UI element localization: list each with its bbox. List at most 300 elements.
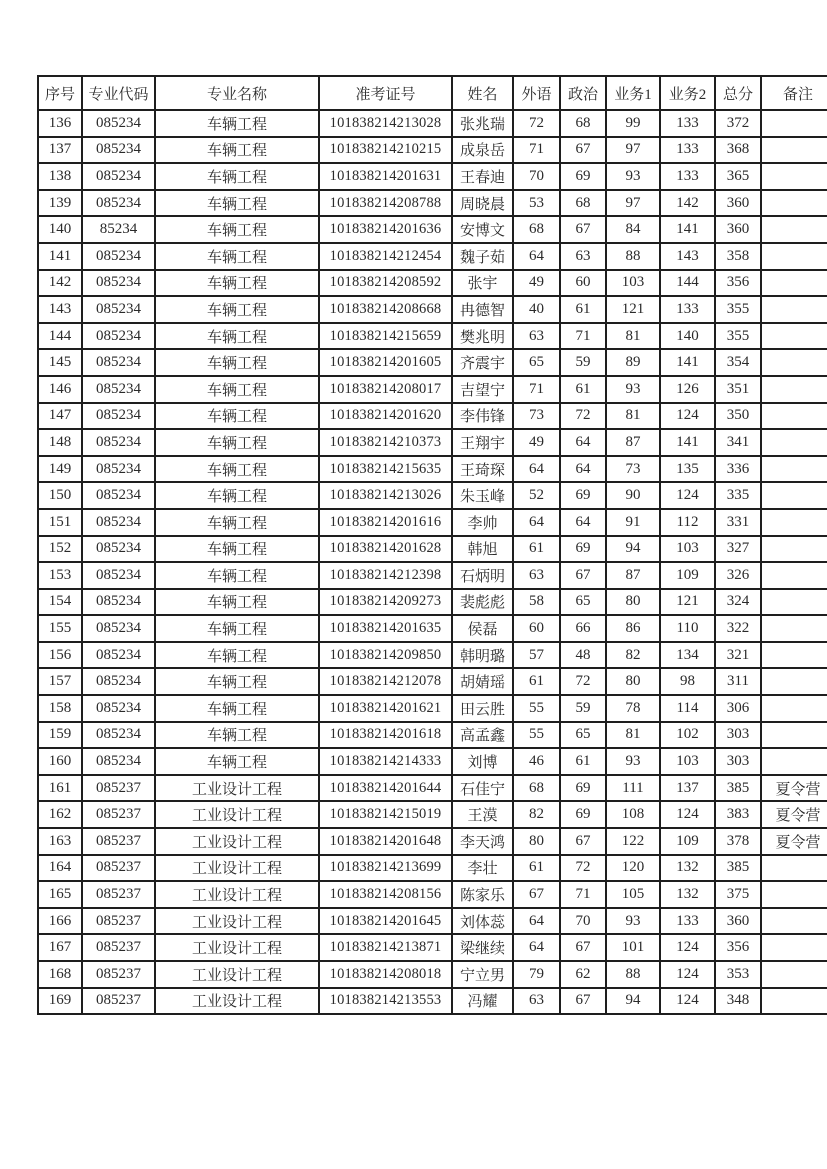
cell-note xyxy=(761,403,827,430)
cell-biz1: 90 xyxy=(606,482,660,509)
cell-major: 车辆工程 xyxy=(155,642,319,669)
cell-politics: 61 xyxy=(560,376,606,403)
cell-biz1: 93 xyxy=(606,163,660,190)
cell-foreign: 46 xyxy=(513,748,560,775)
cell-total: 360 xyxy=(715,908,761,935)
cell-foreign: 49 xyxy=(513,429,560,456)
cell-biz1: 82 xyxy=(606,642,660,669)
cell-note xyxy=(761,163,827,190)
cell-total: 385 xyxy=(715,775,761,802)
cell-seq: 150 xyxy=(38,482,82,509)
cell-seq: 142 xyxy=(38,270,82,297)
table-row xyxy=(38,908,827,935)
cell-biz2: 121 xyxy=(660,589,715,616)
table-row xyxy=(38,589,827,616)
table-row xyxy=(38,562,827,589)
cell-biz1: 93 xyxy=(606,748,660,775)
cell-total: 303 xyxy=(715,722,761,749)
cell-name: 胡婧瑶 xyxy=(452,668,513,695)
cell-total: 360 xyxy=(715,190,761,217)
cell-biz1: 81 xyxy=(606,403,660,430)
cell-biz2: 124 xyxy=(660,988,715,1015)
cell-major: 车辆工程 xyxy=(155,137,319,164)
cell-name: 王漠 xyxy=(452,801,513,828)
cell-note xyxy=(761,536,827,563)
cell-name: 田云胜 xyxy=(452,695,513,722)
cell-biz2: 110 xyxy=(660,615,715,642)
cell-note xyxy=(761,137,827,164)
cell-note xyxy=(761,934,827,961)
cell-foreign: 70 xyxy=(513,163,560,190)
cell-total: 324 xyxy=(715,589,761,616)
cell-major: 车辆工程 xyxy=(155,163,319,190)
cell-note xyxy=(761,376,827,403)
cell-major: 车辆工程 xyxy=(155,748,319,775)
cell-major: 工业设计工程 xyxy=(155,988,319,1015)
cell-foreign: 49 xyxy=(513,270,560,297)
cell-note xyxy=(761,642,827,669)
cell-name: 李伟锋 xyxy=(452,403,513,430)
cell-politics: 48 xyxy=(560,642,606,669)
column-header-major: 专业名称 xyxy=(155,76,319,110)
cell-seq: 141 xyxy=(38,243,82,270)
cell-code: 085237 xyxy=(82,775,155,802)
cell-ticket: 101838214208592 xyxy=(319,270,452,297)
cell-biz1: 81 xyxy=(606,722,660,749)
cell-foreign: 61 xyxy=(513,536,560,563)
cell-politics: 71 xyxy=(560,881,606,908)
cell-biz2: 137 xyxy=(660,775,715,802)
cell-name: 王春迪 xyxy=(452,163,513,190)
table-row xyxy=(38,376,827,403)
cell-seq: 137 xyxy=(38,137,82,164)
column-header-note: 备注 xyxy=(761,76,827,110)
table-row xyxy=(38,775,827,802)
cell-foreign: 53 xyxy=(513,190,560,217)
cell-code: 085234 xyxy=(82,536,155,563)
cell-seq: 169 xyxy=(38,988,82,1015)
cell-biz1: 87 xyxy=(606,429,660,456)
cell-total: 358 xyxy=(715,243,761,270)
cell-major: 车辆工程 xyxy=(155,695,319,722)
cell-major: 车辆工程 xyxy=(155,403,319,430)
cell-note: 夏令营 xyxy=(761,801,827,828)
cell-total: 306 xyxy=(715,695,761,722)
cell-foreign: 61 xyxy=(513,668,560,695)
cell-seq: 147 xyxy=(38,403,82,430)
cell-ticket: 101838214215019 xyxy=(319,801,452,828)
cell-code: 085234 xyxy=(82,509,155,536)
cell-foreign: 65 xyxy=(513,349,560,376)
cell-biz1: 81 xyxy=(606,323,660,350)
cell-foreign: 73 xyxy=(513,403,560,430)
cell-ticket: 101838214209273 xyxy=(319,589,452,616)
column-header-total: 总分 xyxy=(715,76,761,110)
cell-name: 梁继续 xyxy=(452,934,513,961)
table-body xyxy=(38,110,827,1014)
cell-biz2: 133 xyxy=(660,137,715,164)
cell-total: 365 xyxy=(715,163,761,190)
cell-name: 石佳宁 xyxy=(452,775,513,802)
cell-seq: 144 xyxy=(38,323,82,350)
cell-note xyxy=(761,216,827,243)
cell-politics: 67 xyxy=(560,216,606,243)
cell-name: 魏子茹 xyxy=(452,243,513,270)
cell-politics: 69 xyxy=(560,163,606,190)
table-row xyxy=(38,988,827,1015)
cell-major: 车辆工程 xyxy=(155,110,319,137)
table-row xyxy=(38,668,827,695)
cell-biz1: 111 xyxy=(606,775,660,802)
cell-code: 085234 xyxy=(82,137,155,164)
cell-politics: 65 xyxy=(560,722,606,749)
cell-biz1: 80 xyxy=(606,668,660,695)
cell-note xyxy=(761,695,827,722)
cell-foreign: 68 xyxy=(513,216,560,243)
cell-major: 工业设计工程 xyxy=(155,961,319,988)
column-header-seq: 序号 xyxy=(38,76,82,110)
cell-total: 355 xyxy=(715,323,761,350)
cell-code: 085234 xyxy=(82,429,155,456)
cell-total: 372 xyxy=(715,110,761,137)
cell-total: 327 xyxy=(715,536,761,563)
cell-code: 085237 xyxy=(82,988,155,1015)
cell-biz1: 87 xyxy=(606,562,660,589)
cell-ticket: 101838214213553 xyxy=(319,988,452,1015)
cell-foreign: 64 xyxy=(513,934,560,961)
cell-code: 085234 xyxy=(82,163,155,190)
cell-biz1: 93 xyxy=(606,376,660,403)
cell-major: 车辆工程 xyxy=(155,615,319,642)
cell-note xyxy=(761,748,827,775)
cell-major: 车辆工程 xyxy=(155,190,319,217)
table-row xyxy=(38,296,827,323)
cell-biz2: 133 xyxy=(660,296,715,323)
cell-biz1: 97 xyxy=(606,190,660,217)
table-row xyxy=(38,323,827,350)
cell-ticket: 101838214201618 xyxy=(319,722,452,749)
table-row xyxy=(38,615,827,642)
cell-name: 吉望宁 xyxy=(452,376,513,403)
cell-seq: 139 xyxy=(38,190,82,217)
cell-major: 车辆工程 xyxy=(155,482,319,509)
cell-foreign: 61 xyxy=(513,855,560,882)
cell-ticket: 101838214213699 xyxy=(319,855,452,882)
cell-name: 王翔宇 xyxy=(452,429,513,456)
table-row xyxy=(38,722,827,749)
cell-total: 303 xyxy=(715,748,761,775)
cell-total: 341 xyxy=(715,429,761,456)
cell-politics: 67 xyxy=(560,988,606,1015)
cell-biz2: 109 xyxy=(660,828,715,855)
table-row xyxy=(38,429,827,456)
cell-biz1: 78 xyxy=(606,695,660,722)
cell-ticket: 101838214212078 xyxy=(319,668,452,695)
cell-seq: 157 xyxy=(38,668,82,695)
cell-name: 齐震宇 xyxy=(452,349,513,376)
table-row xyxy=(38,642,827,669)
cell-major: 车辆工程 xyxy=(155,296,319,323)
cell-biz1: 73 xyxy=(606,456,660,483)
cell-biz2: 124 xyxy=(660,801,715,828)
cell-total: 331 xyxy=(715,509,761,536)
cell-biz2: 103 xyxy=(660,748,715,775)
cell-ticket: 101838214201635 xyxy=(319,615,452,642)
cell-code: 085237 xyxy=(82,855,155,882)
table-row xyxy=(38,855,827,882)
cell-biz2: 124 xyxy=(660,934,715,961)
cell-politics: 61 xyxy=(560,296,606,323)
table-row xyxy=(38,828,827,855)
cell-seq: 148 xyxy=(38,429,82,456)
cell-ticket: 101838214201645 xyxy=(319,908,452,935)
cell-biz2: 124 xyxy=(660,403,715,430)
cell-ticket: 101838214212398 xyxy=(319,562,452,589)
cell-foreign: 63 xyxy=(513,562,560,589)
cell-total: 378 xyxy=(715,828,761,855)
cell-politics: 64 xyxy=(560,429,606,456)
cell-biz2: 135 xyxy=(660,456,715,483)
cell-politics: 67 xyxy=(560,934,606,961)
cell-politics: 69 xyxy=(560,801,606,828)
table-row xyxy=(38,403,827,430)
cell-code: 085234 xyxy=(82,270,155,297)
cell-seq: 163 xyxy=(38,828,82,855)
cell-name: 陈家乐 xyxy=(452,881,513,908)
cell-seq: 166 xyxy=(38,908,82,935)
cell-biz2: 114 xyxy=(660,695,715,722)
cell-biz1: 93 xyxy=(606,908,660,935)
cell-note xyxy=(761,881,827,908)
table-row xyxy=(38,482,827,509)
cell-major: 车辆工程 xyxy=(155,668,319,695)
cell-code: 085237 xyxy=(82,801,155,828)
cell-major: 车辆工程 xyxy=(155,323,319,350)
cell-total: 321 xyxy=(715,642,761,669)
cell-ticket: 101838214201605 xyxy=(319,349,452,376)
cell-name: 韩旭 xyxy=(452,536,513,563)
cell-name: 冉德智 xyxy=(452,296,513,323)
cell-major: 车辆工程 xyxy=(155,562,319,589)
cell-note xyxy=(761,562,827,589)
table-row xyxy=(38,243,827,270)
table-row xyxy=(38,509,827,536)
cell-politics: 67 xyxy=(560,828,606,855)
cell-code: 085234 xyxy=(82,110,155,137)
table-row xyxy=(38,536,827,563)
cell-biz2: 144 xyxy=(660,270,715,297)
cell-seq: 136 xyxy=(38,110,82,137)
column-header-biz2: 业务2 xyxy=(660,76,715,110)
cell-major: 工业设计工程 xyxy=(155,908,319,935)
cell-foreign: 63 xyxy=(513,323,560,350)
cell-code: 085234 xyxy=(82,349,155,376)
cell-biz2: 102 xyxy=(660,722,715,749)
column-header-name: 姓名 xyxy=(452,76,513,110)
header-row xyxy=(38,76,827,110)
column-header-politics: 政治 xyxy=(560,76,606,110)
cell-politics: 62 xyxy=(560,961,606,988)
cell-ticket: 101838214201628 xyxy=(319,536,452,563)
cell-major: 车辆工程 xyxy=(155,429,319,456)
cell-major: 车辆工程 xyxy=(155,270,319,297)
score-table xyxy=(37,75,827,1015)
cell-foreign: 60 xyxy=(513,615,560,642)
cell-politics: 72 xyxy=(560,403,606,430)
cell-seq: 149 xyxy=(38,456,82,483)
cell-major: 车辆工程 xyxy=(155,722,319,749)
cell-total: 360 xyxy=(715,216,761,243)
cell-foreign: 63 xyxy=(513,988,560,1015)
cell-politics: 72 xyxy=(560,855,606,882)
cell-code: 085237 xyxy=(82,881,155,908)
cell-seq: 140 xyxy=(38,216,82,243)
cell-ticket: 101838214213871 xyxy=(319,934,452,961)
cell-biz2: 132 xyxy=(660,855,715,882)
cell-foreign: 57 xyxy=(513,642,560,669)
column-header-biz1: 业务1 xyxy=(606,76,660,110)
cell-seq: 146 xyxy=(38,376,82,403)
cell-major: 工业设计工程 xyxy=(155,775,319,802)
cell-name: 刘博 xyxy=(452,748,513,775)
cell-politics: 69 xyxy=(560,775,606,802)
cell-note: 夏令营 xyxy=(761,828,827,855)
cell-biz2: 141 xyxy=(660,429,715,456)
cell-foreign: 71 xyxy=(513,137,560,164)
cell-foreign: 52 xyxy=(513,482,560,509)
cell-major: 工业设计工程 xyxy=(155,881,319,908)
cell-politics: 71 xyxy=(560,323,606,350)
cell-seq: 151 xyxy=(38,509,82,536)
table-row xyxy=(38,270,827,297)
cell-ticket: 101838214201631 xyxy=(319,163,452,190)
cell-foreign: 72 xyxy=(513,110,560,137)
cell-code: 085234 xyxy=(82,403,155,430)
cell-name: 宁立男 xyxy=(452,961,513,988)
cell-name: 安博文 xyxy=(452,216,513,243)
cell-ticket: 101838214208788 xyxy=(319,190,452,217)
cell-code: 085234 xyxy=(82,589,155,616)
cell-politics: 64 xyxy=(560,509,606,536)
cell-biz1: 99 xyxy=(606,110,660,137)
cell-biz2: 124 xyxy=(660,482,715,509)
cell-seq: 155 xyxy=(38,615,82,642)
cell-politics: 67 xyxy=(560,137,606,164)
cell-ticket: 101838214208668 xyxy=(319,296,452,323)
cell-code: 085234 xyxy=(82,296,155,323)
cell-biz1: 80 xyxy=(606,589,660,616)
cell-total: 311 xyxy=(715,668,761,695)
cell-note xyxy=(761,110,827,137)
table-row xyxy=(38,961,827,988)
cell-foreign: 64 xyxy=(513,243,560,270)
cell-major: 车辆工程 xyxy=(155,243,319,270)
cell-biz2: 98 xyxy=(660,668,715,695)
cell-biz1: 120 xyxy=(606,855,660,882)
cell-code: 085234 xyxy=(82,482,155,509)
cell-major: 车辆工程 xyxy=(155,376,319,403)
cell-name: 李天鸿 xyxy=(452,828,513,855)
cell-name: 侯磊 xyxy=(452,615,513,642)
cell-note xyxy=(761,270,827,297)
cell-name: 周晓晨 xyxy=(452,190,513,217)
cell-biz2: 133 xyxy=(660,908,715,935)
cell-name: 张宇 xyxy=(452,270,513,297)
cell-foreign: 64 xyxy=(513,908,560,935)
cell-biz1: 84 xyxy=(606,216,660,243)
table-row xyxy=(38,748,827,775)
cell-foreign: 64 xyxy=(513,456,560,483)
cell-note xyxy=(761,429,827,456)
table-row xyxy=(38,695,827,722)
column-header-ticket: 准考证号 xyxy=(319,76,452,110)
cell-ticket: 101838214215659 xyxy=(319,323,452,350)
cell-seq: 138 xyxy=(38,163,82,190)
cell-note xyxy=(761,908,827,935)
cell-biz1: 88 xyxy=(606,243,660,270)
cell-name: 朱玉峰 xyxy=(452,482,513,509)
cell-total: 385 xyxy=(715,855,761,882)
cell-ticket: 101838214215635 xyxy=(319,456,452,483)
cell-name: 李帅 xyxy=(452,509,513,536)
cell-biz1: 94 xyxy=(606,988,660,1015)
cell-code: 85234 xyxy=(82,216,155,243)
cell-total: 356 xyxy=(715,270,761,297)
cell-biz2: 142 xyxy=(660,190,715,217)
cell-code: 085234 xyxy=(82,562,155,589)
cell-biz1: 91 xyxy=(606,509,660,536)
cell-biz2: 112 xyxy=(660,509,715,536)
cell-politics: 59 xyxy=(560,349,606,376)
cell-foreign: 71 xyxy=(513,376,560,403)
cell-politics: 65 xyxy=(560,589,606,616)
cell-ticket: 101838214208156 xyxy=(319,881,452,908)
cell-biz1: 94 xyxy=(606,536,660,563)
cell-total: 383 xyxy=(715,801,761,828)
cell-biz1: 89 xyxy=(606,349,660,376)
cell-total: 350 xyxy=(715,403,761,430)
cell-code: 085234 xyxy=(82,376,155,403)
cell-code: 085234 xyxy=(82,695,155,722)
cell-major: 工业设计工程 xyxy=(155,801,319,828)
cell-name: 冯耀 xyxy=(452,988,513,1015)
cell-ticket: 101838214201621 xyxy=(319,695,452,722)
cell-ticket: 101838214210215 xyxy=(319,137,452,164)
cell-biz2: 134 xyxy=(660,642,715,669)
cell-biz2: 132 xyxy=(660,881,715,908)
cell-major: 车辆工程 xyxy=(155,509,319,536)
cell-seq: 143 xyxy=(38,296,82,323)
table-row xyxy=(38,801,827,828)
table-row xyxy=(38,216,827,243)
cell-ticket: 101838214214333 xyxy=(319,748,452,775)
cell-biz2: 141 xyxy=(660,349,715,376)
cell-total: 353 xyxy=(715,961,761,988)
cell-biz2: 126 xyxy=(660,376,715,403)
cell-seq: 158 xyxy=(38,695,82,722)
cell-biz1: 105 xyxy=(606,881,660,908)
cell-major: 工业设计工程 xyxy=(155,855,319,882)
cell-ticket: 101838214212454 xyxy=(319,243,452,270)
cell-code: 085237 xyxy=(82,908,155,935)
cell-note xyxy=(761,668,827,695)
cell-seq: 153 xyxy=(38,562,82,589)
cell-total: 368 xyxy=(715,137,761,164)
cell-seq: 145 xyxy=(38,349,82,376)
cell-seq: 162 xyxy=(38,801,82,828)
cell-seq: 161 xyxy=(38,775,82,802)
cell-name: 王琦琛 xyxy=(452,456,513,483)
